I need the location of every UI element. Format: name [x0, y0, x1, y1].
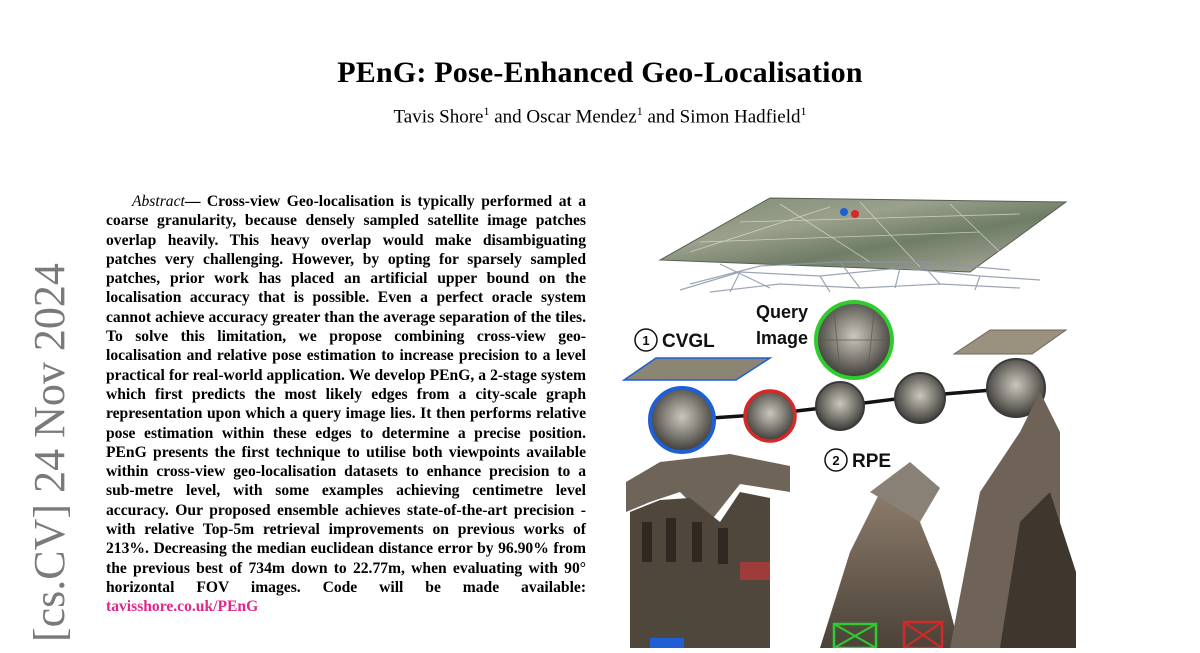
step1-label: CVGL	[662, 331, 715, 352]
step2-label: RPE	[852, 451, 892, 472]
author-affiliation: 1	[483, 104, 490, 118]
step2-number: 2	[832, 453, 840, 468]
author-name: Oscar Mendez	[526, 106, 637, 128]
paper-title: PEnG: Pose-Enhanced Geo-Localisation	[337, 56, 863, 90]
overview-figure	[620, 192, 1080, 648]
satellite-tile-left	[624, 358, 770, 380]
abstract-heading: Abstract	[131, 193, 185, 210]
graph-node-blue	[650, 388, 714, 452]
graph-node	[895, 373, 945, 423]
graph-node-red	[745, 391, 795, 441]
graph-node	[816, 382, 864, 430]
abstract-dash: —	[184, 193, 201, 210]
satellite-marker-blue	[840, 208, 848, 216]
satellite-marker-red	[851, 210, 859, 218]
query-label-line1: Query	[755, 302, 809, 322]
code-link[interactable]: tavisshore.co.uk/PEnG	[106, 598, 259, 616]
abstract	[106, 192, 586, 617]
author-joiner: and	[647, 106, 675, 128]
satellite-map-plane	[660, 198, 1066, 272]
abstract-body: Cross-view Geo-localisation is typically performed at a coarse granularity, because densely sampled satellite image patches overlap heavily. This heavy overlap would make disambiguating patches very challenging. However, by opting for sparsely sampled patches, prior work has placed an artificial upper bound on the localisation accuracy that is possible. Even a perfect oracle system cannot achieve accuracy greater than the average separation of the tiles. To solve this limitation, we propose combining cross-view geo-localisation and relative pose estimation to increase precision to a level practical for real-world application. We develop PEnG, a 2-stage system which first predicts the most likely edges from a city-scale graph representation upon which a query image lies. It then performs relative pose estimation within these edges to determine a precise position. PEnG presents the first technique to utilise both viewpoints available within cross-view geo-localisation datasets to enhance precision to a sub-metre level, with some examples achieving centimetre level accuracy. Our proposed ensemble achieves state-of-the-art precision - with relative Top-5m retrieval improvements on previous works of 213%. Decreasing the median euclidean distance error by 96.90% from the previous best of 734m down to 22.77m, when evaluating with 90° horizontal FOV images.	[106, 193, 587, 596]
arxiv-stamp: [cs.CV] 24 Nov 2024	[25, 263, 74, 642]
author-name: Tavis Shore	[393, 106, 484, 128]
figure-svg	[620, 192, 1080, 648]
query-label-line2: Image	[755, 328, 809, 348]
author-affiliation: 1	[800, 104, 807, 118]
author-name: Simon Hadfield	[679, 106, 801, 128]
author-affiliation: 1	[636, 104, 643, 118]
abstract-code-note: Code will be made available:	[322, 578, 587, 596]
author-joiner: and	[494, 106, 522, 128]
step1-number: 1	[642, 333, 650, 348]
author-list	[0, 104, 1200, 128]
satellite-tile-right	[954, 330, 1066, 354]
